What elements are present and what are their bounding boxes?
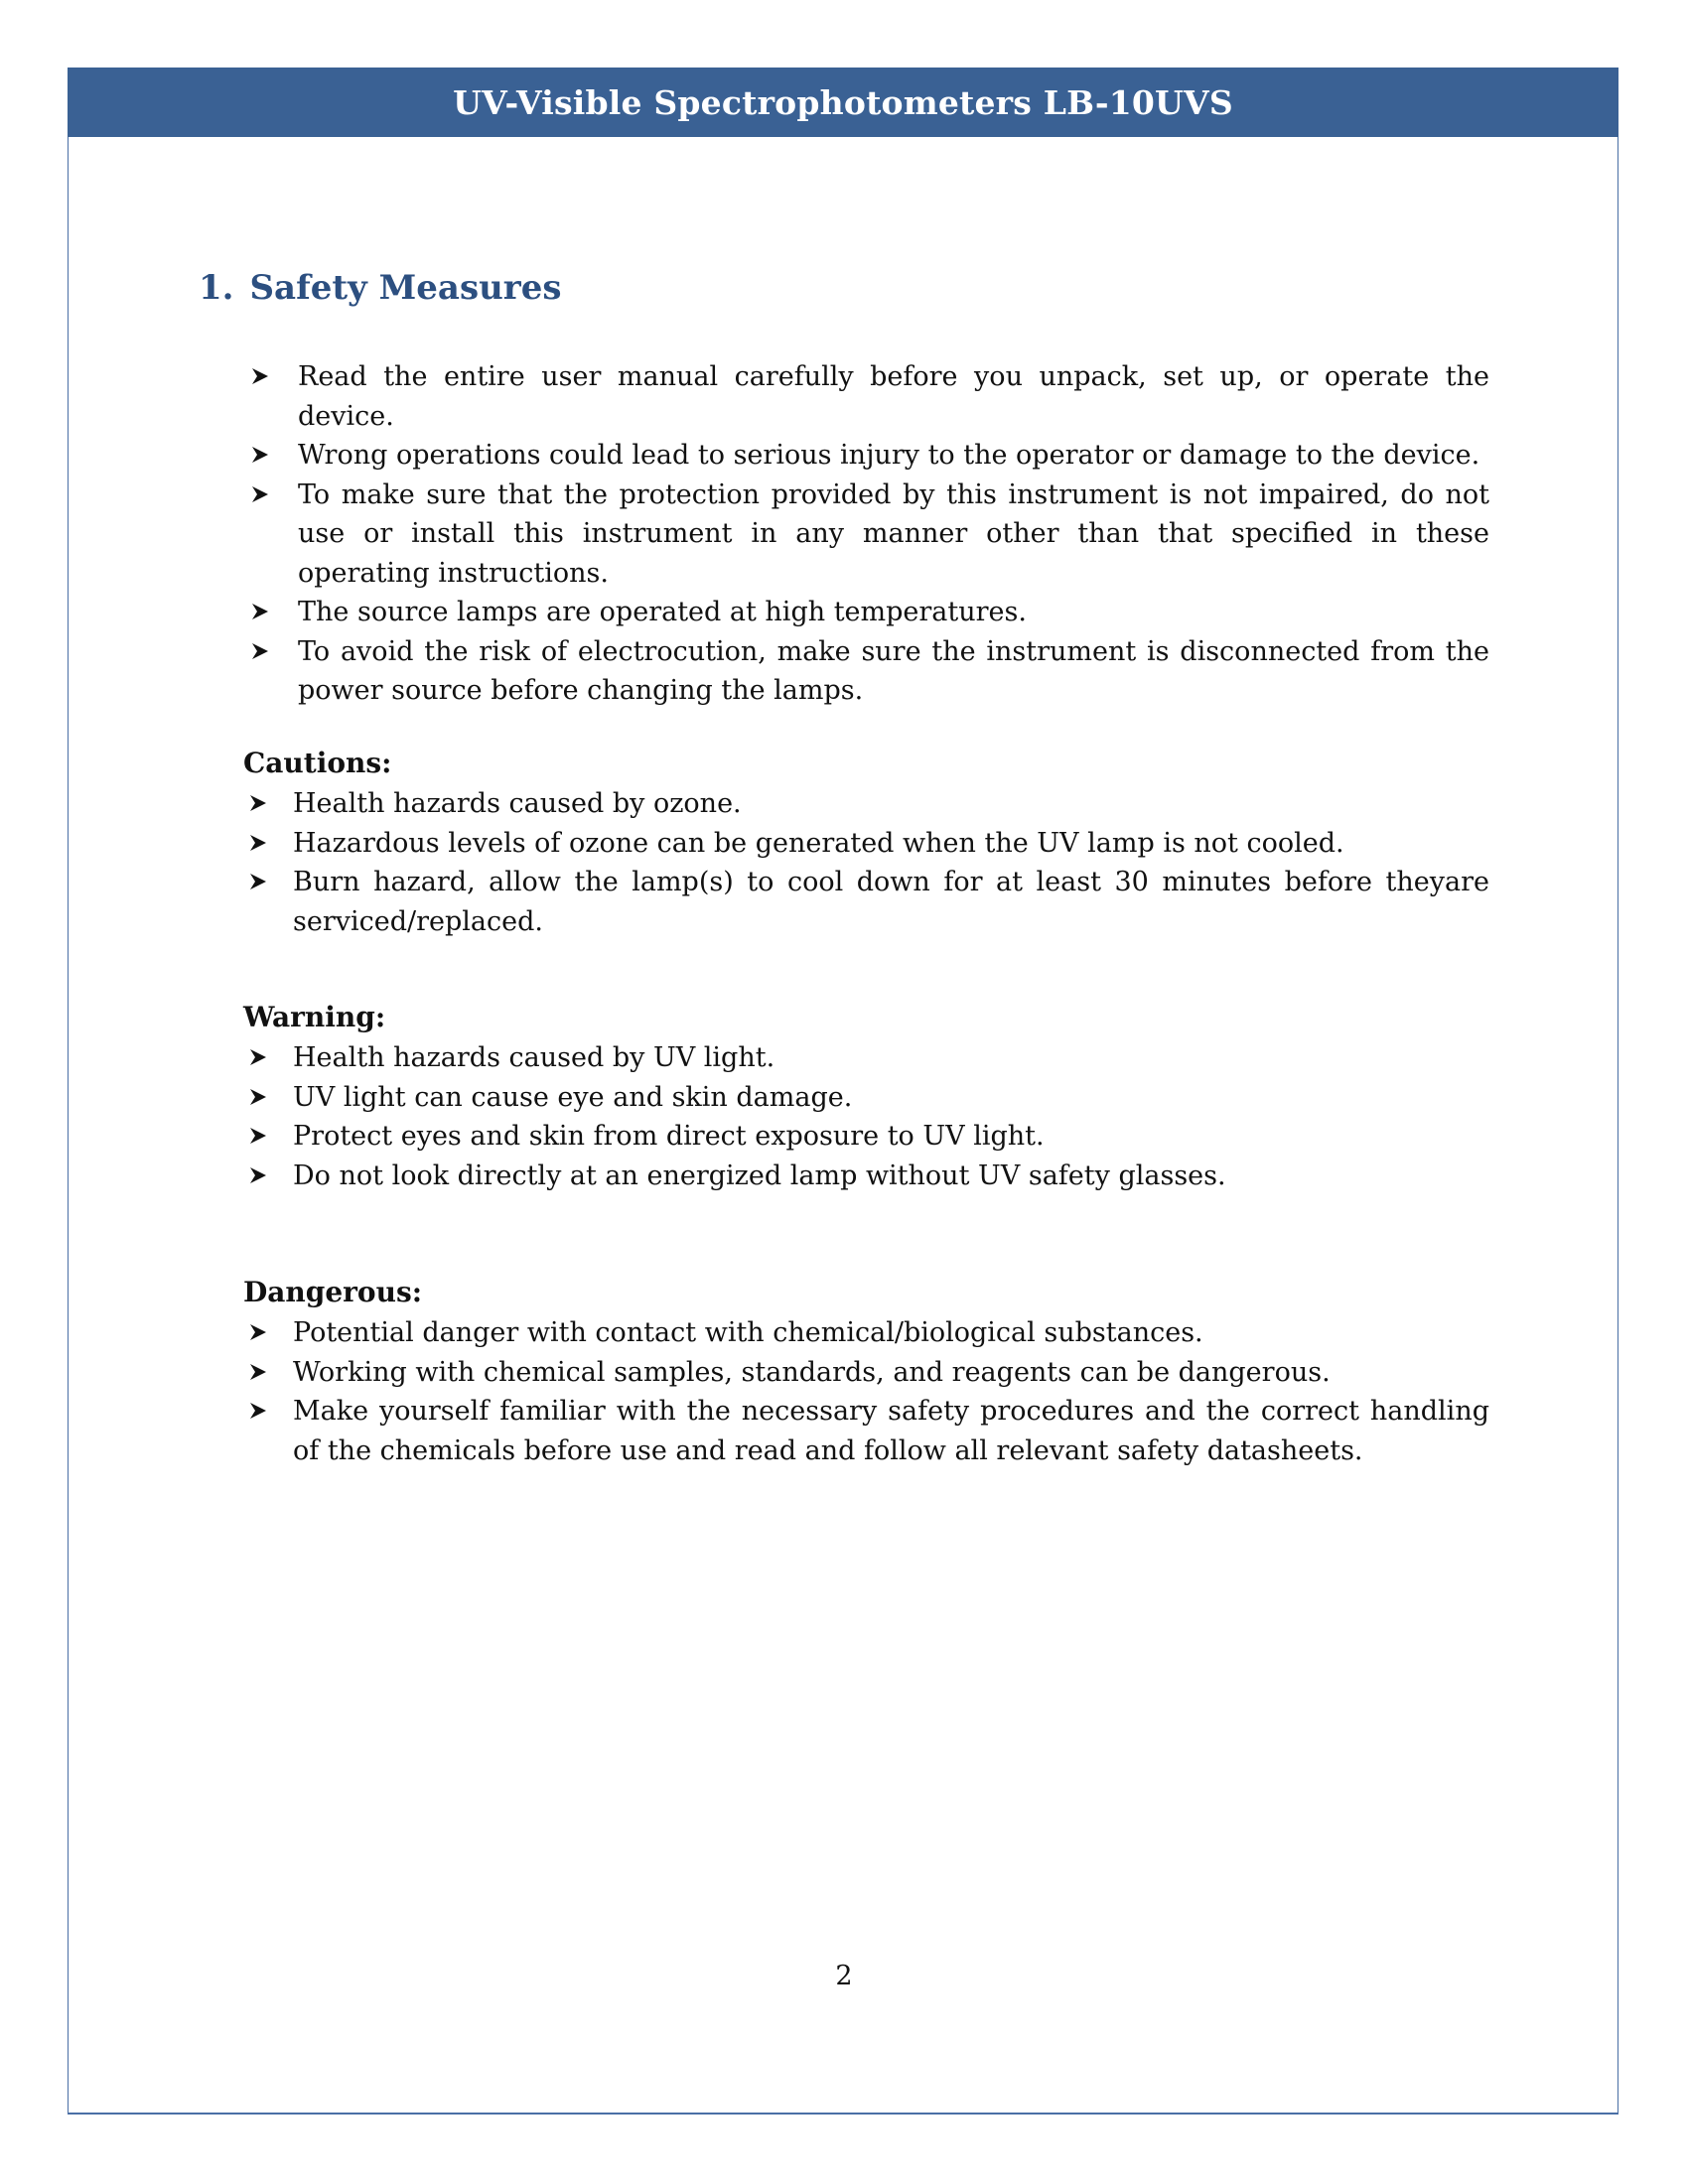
list-item [298,593,1489,632]
list-item-text: To make sure that the protection provided by this instrument is not impaired, do not use or install this instrument in any manner other than that specified in these operating instructions. [298,478,1489,589]
list-item-text: Burn hazard, allow the lamp(s) to cool down for at least 30 minutes before theyare serviced/replaced. [293,867,1489,937]
arrowhead-bullet-icon [251,603,269,620]
list-item [293,784,1489,824]
cautions-heading: Cautions: [243,747,392,779]
list-item [293,1392,1489,1470]
list-item-text: UV light can cause eye and skin damage. [293,1081,853,1113]
list-item [298,476,1489,594]
arrowhead-bullet-icon [249,1088,267,1106]
arrowhead-bullet-icon [249,1323,267,1341]
list-item-text: Health hazards caused by ozone. [293,788,742,819]
arrowhead-bullet-icon [249,1166,267,1184]
list-item [293,1038,1489,1078]
section-heading [199,268,562,308]
list-item-text: Potential danger with contact with chemical/biological substances. [293,1317,1203,1348]
dangerous-list [293,1313,1489,1470]
list-item-text: Protect eyes and skin from direct exposure to UV light. [293,1121,1045,1152]
list-item-text: Health hazards caused by UV light. [293,1042,775,1073]
arrowhead-bullet-icon [251,446,269,464]
arrowhead-bullet-icon [251,485,269,503]
arrowhead-bullet-icon [249,834,267,852]
list-item [293,1313,1489,1353]
warning-list [293,1038,1489,1195]
list-item-text: Hazardous levels of ozone can be generated when the UV lamp is not cooled. [293,827,1344,859]
list-item [298,436,1489,476]
arrowhead-bullet-icon [249,794,267,812]
document-header [68,68,1618,137]
arrowhead-bullet-icon [251,642,269,660]
list-item [298,357,1489,436]
arrowhead-bullet-icon [249,1048,267,1066]
intro-list [298,357,1489,711]
list-item-text: To avoid the risk of electrocution, make sure the instrument is disconnected from the power source before changing the lamps. [298,635,1489,706]
warning-heading: Warning: [243,1001,386,1033]
list-item-text: Working with chemical samples, standards, and reagents can be dangerous. [293,1356,1331,1388]
list-item [298,632,1489,711]
arrowhead-bullet-icon [249,1127,267,1145]
header-title: UV-Visible Spectrophotometers LB-10UVS [453,82,1233,122]
list-item [293,1078,1489,1118]
list-item-text: The source lamps are operated at high temperatures. [298,597,1027,627]
list-item [293,824,1489,864]
arrowhead-bullet-icon [249,1402,267,1420]
list-item-text: Read the entire user manual carefully before you unpack, set up, or operate the device. [298,361,1489,432]
list-item [293,863,1489,941]
arrowhead-bullet-icon [249,873,267,890]
list-item-text: Wrong operations could lead to serious injury to the operator or damage to the device. [298,440,1480,471]
list-item-text: Do not look directly at an energized lamp without UV safety glasses. [293,1160,1226,1191]
cautions-list [293,784,1489,941]
page-number: 2 [835,1961,853,1991]
list-item [293,1353,1489,1393]
section-number: 1. [199,268,234,308]
list-item-text: Make yourself familiar with the necessary safety procedures and the correct handling of the chemicals before use and read and follow all relevant safety datasheets. [293,1396,1489,1466]
arrowhead-bullet-icon [251,367,269,385]
section-title: Safety Measures [249,268,562,308]
arrowhead-bullet-icon [249,1363,267,1381]
dangerous-heading: Dangerous: [243,1276,423,1308]
list-item [293,1157,1489,1196]
list-item [293,1117,1489,1157]
